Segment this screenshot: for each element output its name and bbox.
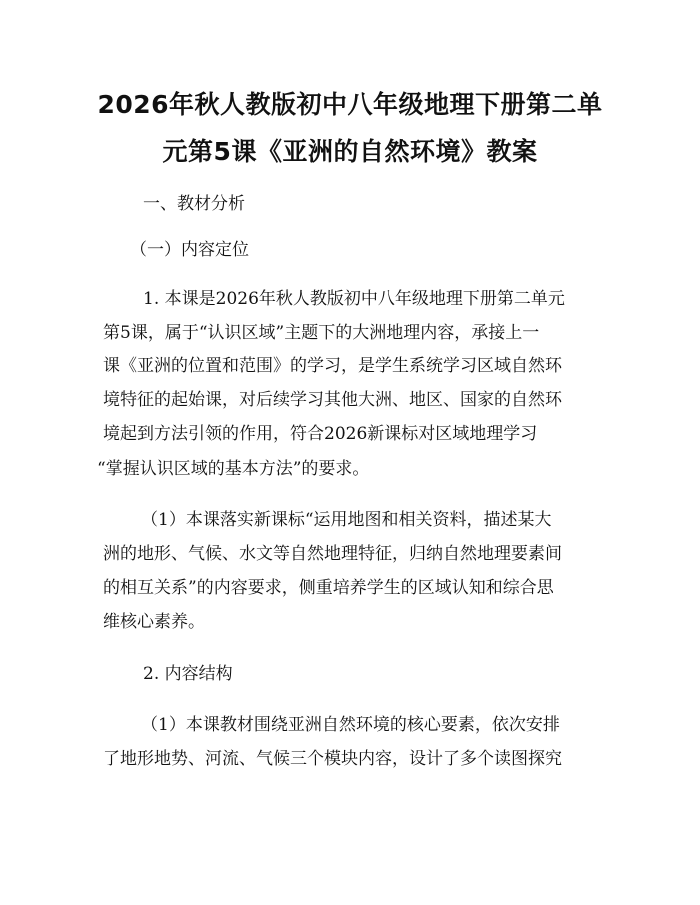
document-title-line-1: 2026年秋人教版初中八年级地理下册第二单	[97, 90, 603, 119]
paragraph-line: 1. 本课是2026年秋人教版初中八年级地理下册第二单元	[143, 289, 565, 309]
paragraph-line: 境特征的起始课，对后续学习其他大洲、地区、国家的自然环	[103, 390, 562, 410]
paragraph-line: （1）本课教材围绕亚洲自然环境的核心要素，依次安排	[141, 715, 560, 735]
paragraph-line: （1）本课落实新课标“运用地图和相关资料，描述某大	[141, 510, 552, 530]
paragraph-line: 维核心素养。	[103, 612, 205, 632]
subsection-heading: （一）内容定位	[130, 240, 249, 260]
paragraph-line: “掌握认识区域的基本方法”的要求。	[97, 459, 370, 479]
document-title-line-2: 元第5课《亚洲的自然环境》教案	[162, 137, 538, 166]
section-heading: 一、教材分析	[143, 194, 245, 214]
paragraph-line: 了地形地势、河流、气候三个模块内容，设计了多个读图探究	[103, 749, 562, 769]
paragraph-line: 境起到方法引领的作用，符合2026新课标对区域地理学习	[103, 424, 538, 444]
subsection-heading: 2. 内容结构	[143, 664, 233, 684]
paragraph-line: 洲的地形、气候、水文等自然地理特征，归纳自然地理要素间	[103, 544, 562, 564]
paragraph-line: 课《亚洲的位置和范围》的学习，是学生系统学习区域自然环	[103, 356, 562, 376]
paragraph-line: 第5课，属于“认识区域”主题下的大洲地理内容，承接上一	[103, 323, 540, 343]
paragraph-line: 的相互关系”的内容要求，侧重培养学生的区域认知和综合思	[103, 578, 554, 598]
